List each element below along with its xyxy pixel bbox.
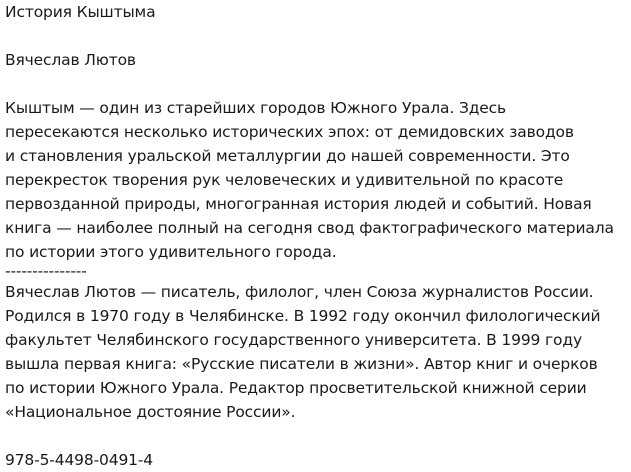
- document-body: [5, 0, 629, 472]
- bio-line: Родился в 1970 году в Челябинске. В 1992 году окончил филологический: [5, 307, 601, 325]
- author-bio: [5, 280, 629, 424]
- description-line: первозданной природы, многогранная история людей и событий. Новая: [5, 195, 592, 213]
- bio-line: по истории Южного Урала. Редактор просветительской книжной серии: [5, 379, 587, 397]
- isbn: 978-5-4498-0491-4: [5, 451, 154, 469]
- bio-line: вышла первая книга: «Русские писатели в жизни». Автор книг и очерков: [5, 355, 598, 373]
- section-separator: ---------------: [5, 262, 87, 280]
- description-line: Кыштым — один из старейших городов Южного Урала. Здесь: [5, 99, 507, 117]
- description-line: по истории этого удивительного города.: [5, 243, 337, 261]
- spacer: [5, 72, 629, 96]
- description-line: и становления уральской металлургии до нашей современности. Это: [5, 147, 570, 165]
- description-line: книга — наиболее полный на сегодня свод фактографического материала: [5, 219, 614, 237]
- spacer: [5, 424, 629, 448]
- book-author: Вячеслав Лютов: [5, 51, 136, 69]
- bio-line: факультет Челябинского государственного университета. В 1999 году: [5, 331, 582, 349]
- description-line: перекресток творения рук человеческих и удивительной по красоте: [5, 171, 564, 189]
- book-description: [5, 96, 629, 264]
- bio-line: «Национальное достояние России».: [5, 403, 296, 421]
- book-title: История Кыштыма: [5, 3, 156, 21]
- description-line: пересекаются несколько исторических эпох: от демидовских заводов: [5, 123, 574, 141]
- bio-line: Вячеслав Лютов — писатель, филолог, член Союза журналистов России.: [5, 283, 594, 301]
- spacer: [5, 24, 629, 48]
